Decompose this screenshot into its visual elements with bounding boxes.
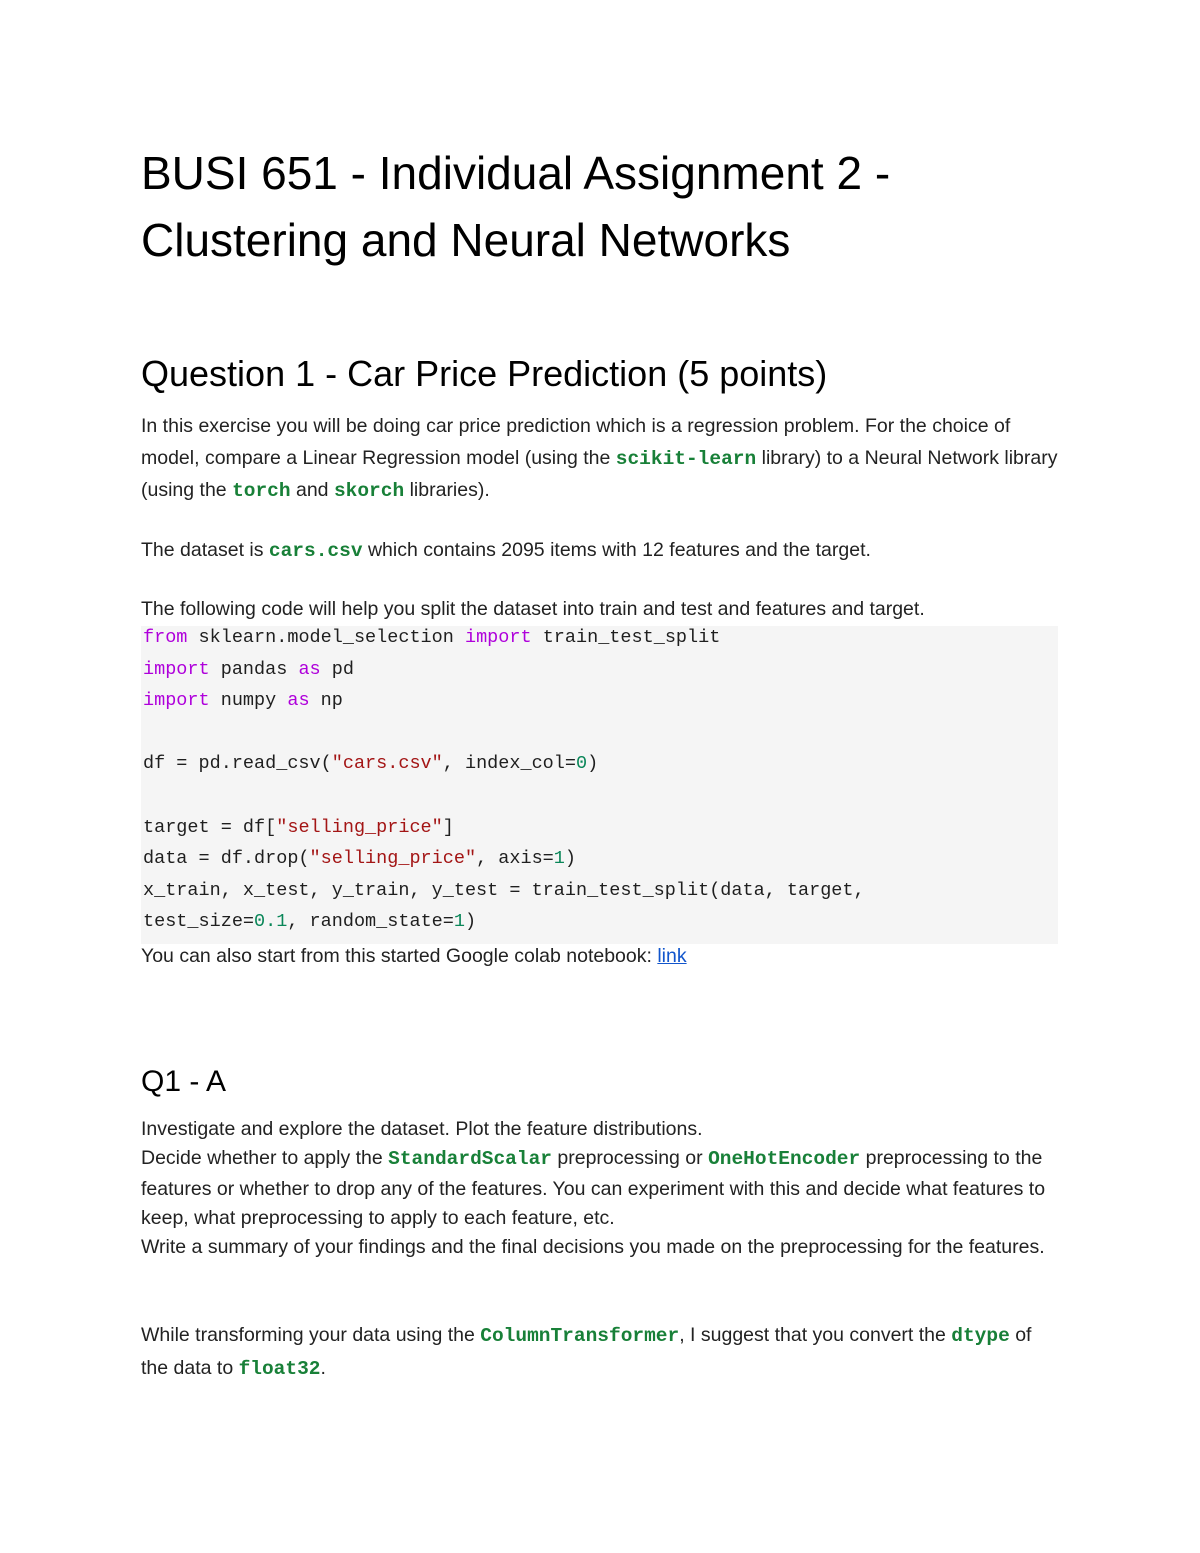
dataset-text-1: The dataset is [141,539,269,561]
inline-code-skorch: skorch [333,480,405,502]
colab-text: You can also start from this started Google colab notebook: [141,945,658,967]
inline-code-torch: torch [232,480,291,502]
inline-code-dtype: dtype [951,1325,1010,1347]
inline-code-standardscalar: StandardScalar [388,1148,552,1171]
colab-note [141,941,1091,973]
inline-code-onehotencoder: OneHotEncoder [708,1148,861,1171]
title-line-2: Clustering and Neural Networks [141,214,791,266]
q1a-line-3: Write a summary of your findings and the final decisions you made on the preprocessing for the features. [141,1236,1045,1259]
inline-code-cars-csv: cars.csv [268,540,363,562]
intro-text-3: and [290,479,334,501]
inline-code-columntransformer: ColumnTransformer [480,1325,680,1347]
inline-code-float32: float32 [238,1357,321,1380]
dataset-description [141,535,1091,568]
intro-text-1: In this exercise you will be doing car price prediction which is a regression problem. For the choice of model, compare a Linear Regression model (using the [141,415,1011,469]
q1a-heading: Q1 - A [141,1065,227,1098]
document-title [141,140,1091,274]
q1a-line-1: Investigate and explore the dataset. Plot the feature distributions. [141,1118,703,1140]
colab-notebook-link[interactable]: link [657,945,687,967]
code-intro: The following code will help you split the dataset into train and test and features and target. [141,598,925,620]
code-block: from sklearn.model_selection import train_test_split import pandas as pd import numpy as np df = pd.read_csv("cars.csv", index_col=0) target = df["selling_price"] data = df.drop("selling_price", axis=1) x_train, x_test, y_train, y_test = train_test_split(data, target, test_size=0.1, random_state=1) [143,627,865,933]
inline-code-scikit-learn: scikit-learn [615,447,757,470]
q1a-paragraph-1: Investigate and explore the dataset. Plot the feature distributions. Decide whether to apply the StandardScalar preprocessing or OneHotEncoder preprocessing to the features or whether to drop any of the features. You can experiment with this and decide what features to keep, what preprocessing to apply to each feature, etc. Write a summary of your findings and the final decisions you made on the preprocessing for the features. [141,1118,1046,1259]
dataset-text-2: which contains 2095 items with 12 features and the target. [362,539,871,561]
intro-text-4: libraries). [404,479,490,501]
question-1-heading: Question 1 - Car Price Prediction (5 points) [141,353,828,394]
question-1-intro [141,411,1059,508]
title-line-1: BUSI 651 - Individual Assignment 2 - [141,147,891,199]
intro-text-2: library) to a Neural Network library (using the [141,446,1058,501]
q1a-paragraph-2: While transforming your data using the ColumnTransformer, I suggest that you convert the dtype of the data to float32. [141,1324,1032,1380]
